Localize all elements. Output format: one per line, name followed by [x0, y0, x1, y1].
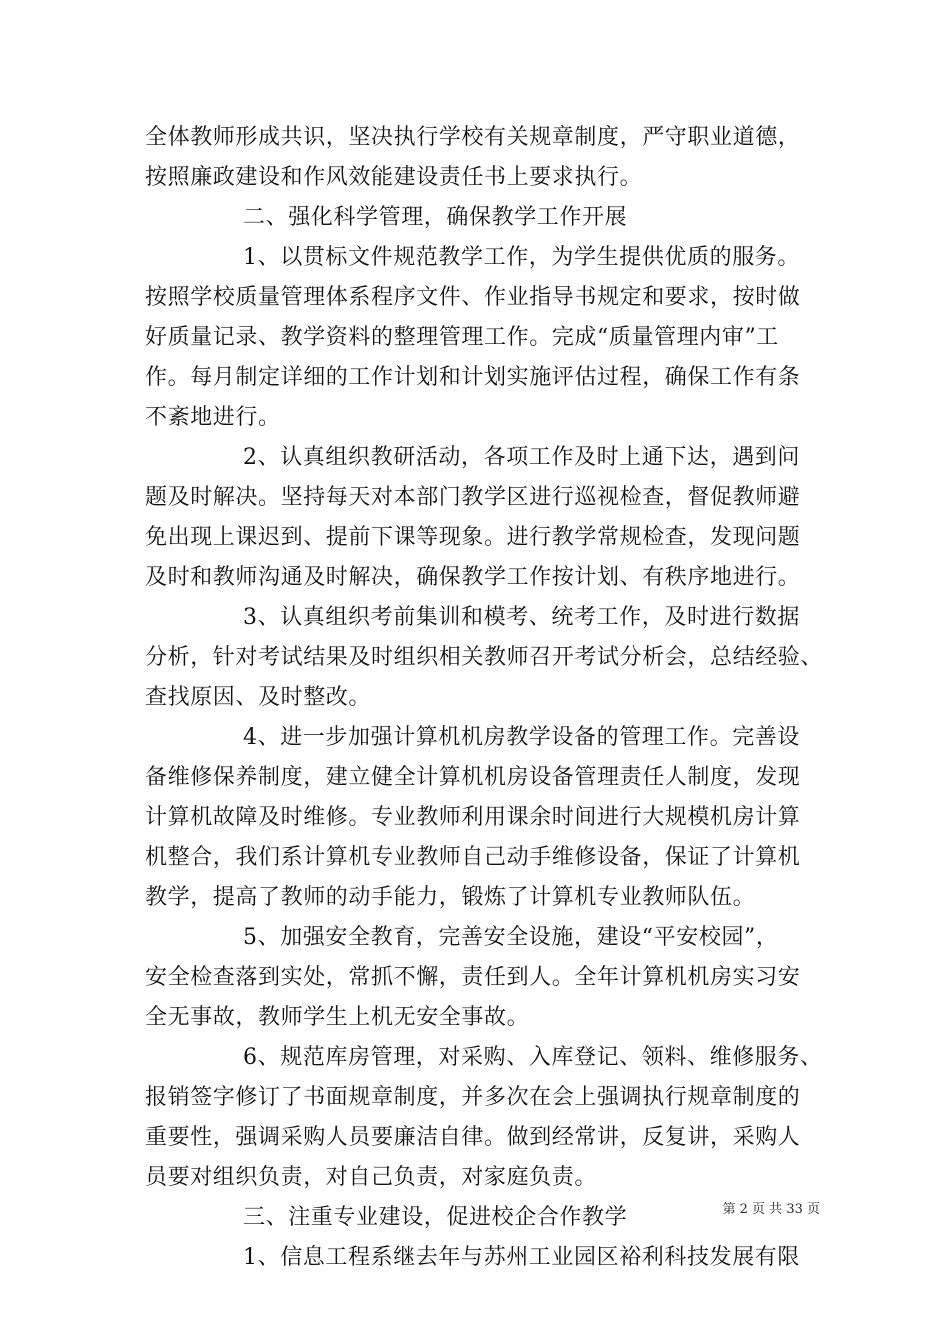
text-line: 免出现上课迟到、提前下课等现象。进行教学常规检查，发现问题 — [145, 525, 801, 550]
text-line: 重要性，强调采购人员要廉洁自律。做到经常讲，反复讲，采购人 — [145, 1125, 801, 1150]
text-line: 及时和教师沟通及时解决，确保教学工作按计划、有秩序地进行。 — [145, 565, 801, 590]
text-line: 作。每月制定详细的工作计划和计划实施评估过程，确保工作有条 — [145, 365, 801, 390]
text-line: 备维修保养制度，建立健全计算机机房设备管理责任人制度，发现 — [145, 765, 801, 790]
page-number: 第 2 页 共 33 页 — [722, 1202, 820, 1217]
text-line: 按照学校质量管理体系程序文件、作业指导书规定和要求，按时做 — [145, 285, 801, 310]
text-line: 3、认真组织考前集训和模考、统考工作，及时进行数据 — [243, 605, 800, 630]
text-line: 分析，针对考试结果及时组织相关教师召开考试分析会，总结经验、 — [145, 645, 824, 670]
text-line: 5、加强安全教育，完善安全设施，建设“平安校园”， — [243, 925, 779, 950]
document-body — [145, 118, 825, 1278]
text-line: 好质量记录、教学资料的整理管理工作。完成“质量管理内审”工 — [145, 325, 779, 350]
text-line: 4、进一步加强计算机机房教学设备的管理工作。完善设 — [243, 725, 800, 750]
text-line: 教学，提高了教师的动手能力，锻炼了计算机专业教师队伍。 — [145, 885, 756, 910]
text-line: 全无事故，教师学生上机无安全事故。 — [145, 1005, 530, 1030]
text-line: 不紊地进行。 — [145, 405, 281, 430]
text-line: 安全检查落到实处，常抓不懈，责任到人。全年计算机机房实习安 — [145, 965, 801, 990]
text-line: 查找原因、及时整改。 — [145, 685, 372, 710]
text-line: 全体教师形成共识，坚决执行学校有关规章制度，严守职业道德， — [145, 125, 801, 150]
section-heading: 二、强化科学管理，确保教学工作开展 — [243, 205, 628, 230]
text-line: 1、信息工程系继去年与苏州工业园区裕利科技发展有限 — [243, 1245, 800, 1270]
text-line: 报销签字修订了书面规章制度，并多次在会上强调执行规章制度的 — [145, 1085, 801, 1110]
section-heading: 三、注重专业建设，促进校企合作教学 — [243, 1205, 628, 1230]
text-line: 机整合，我们系计算机专业教师自己动手维修设备，保证了计算机 — [145, 845, 801, 870]
text-line: 1、以贯标文件规范教学工作，为学生提供优质的服务。 — [243, 245, 800, 270]
text-line: 按照廉政建设和作风效能建设责任书上要求执行。 — [145, 165, 643, 190]
text-line: 题及时解决。坚持每天对本部门教学区进行巡视检查，督促教师避 — [145, 485, 801, 510]
text-line: 员要对组织负责，对自己负责，对家庭负责。 — [145, 1165, 598, 1190]
text-line: 2、认真组织教研活动，各项工作及时上通下达，遇到问 — [243, 445, 800, 470]
text-line: 6、规范库房管理，对采购、入库登记、领料、维修服务、 — [243, 1045, 823, 1070]
text-line: 计算机故障及时维修。专业教师利用课余时间进行大规模机房计算 — [145, 805, 801, 830]
